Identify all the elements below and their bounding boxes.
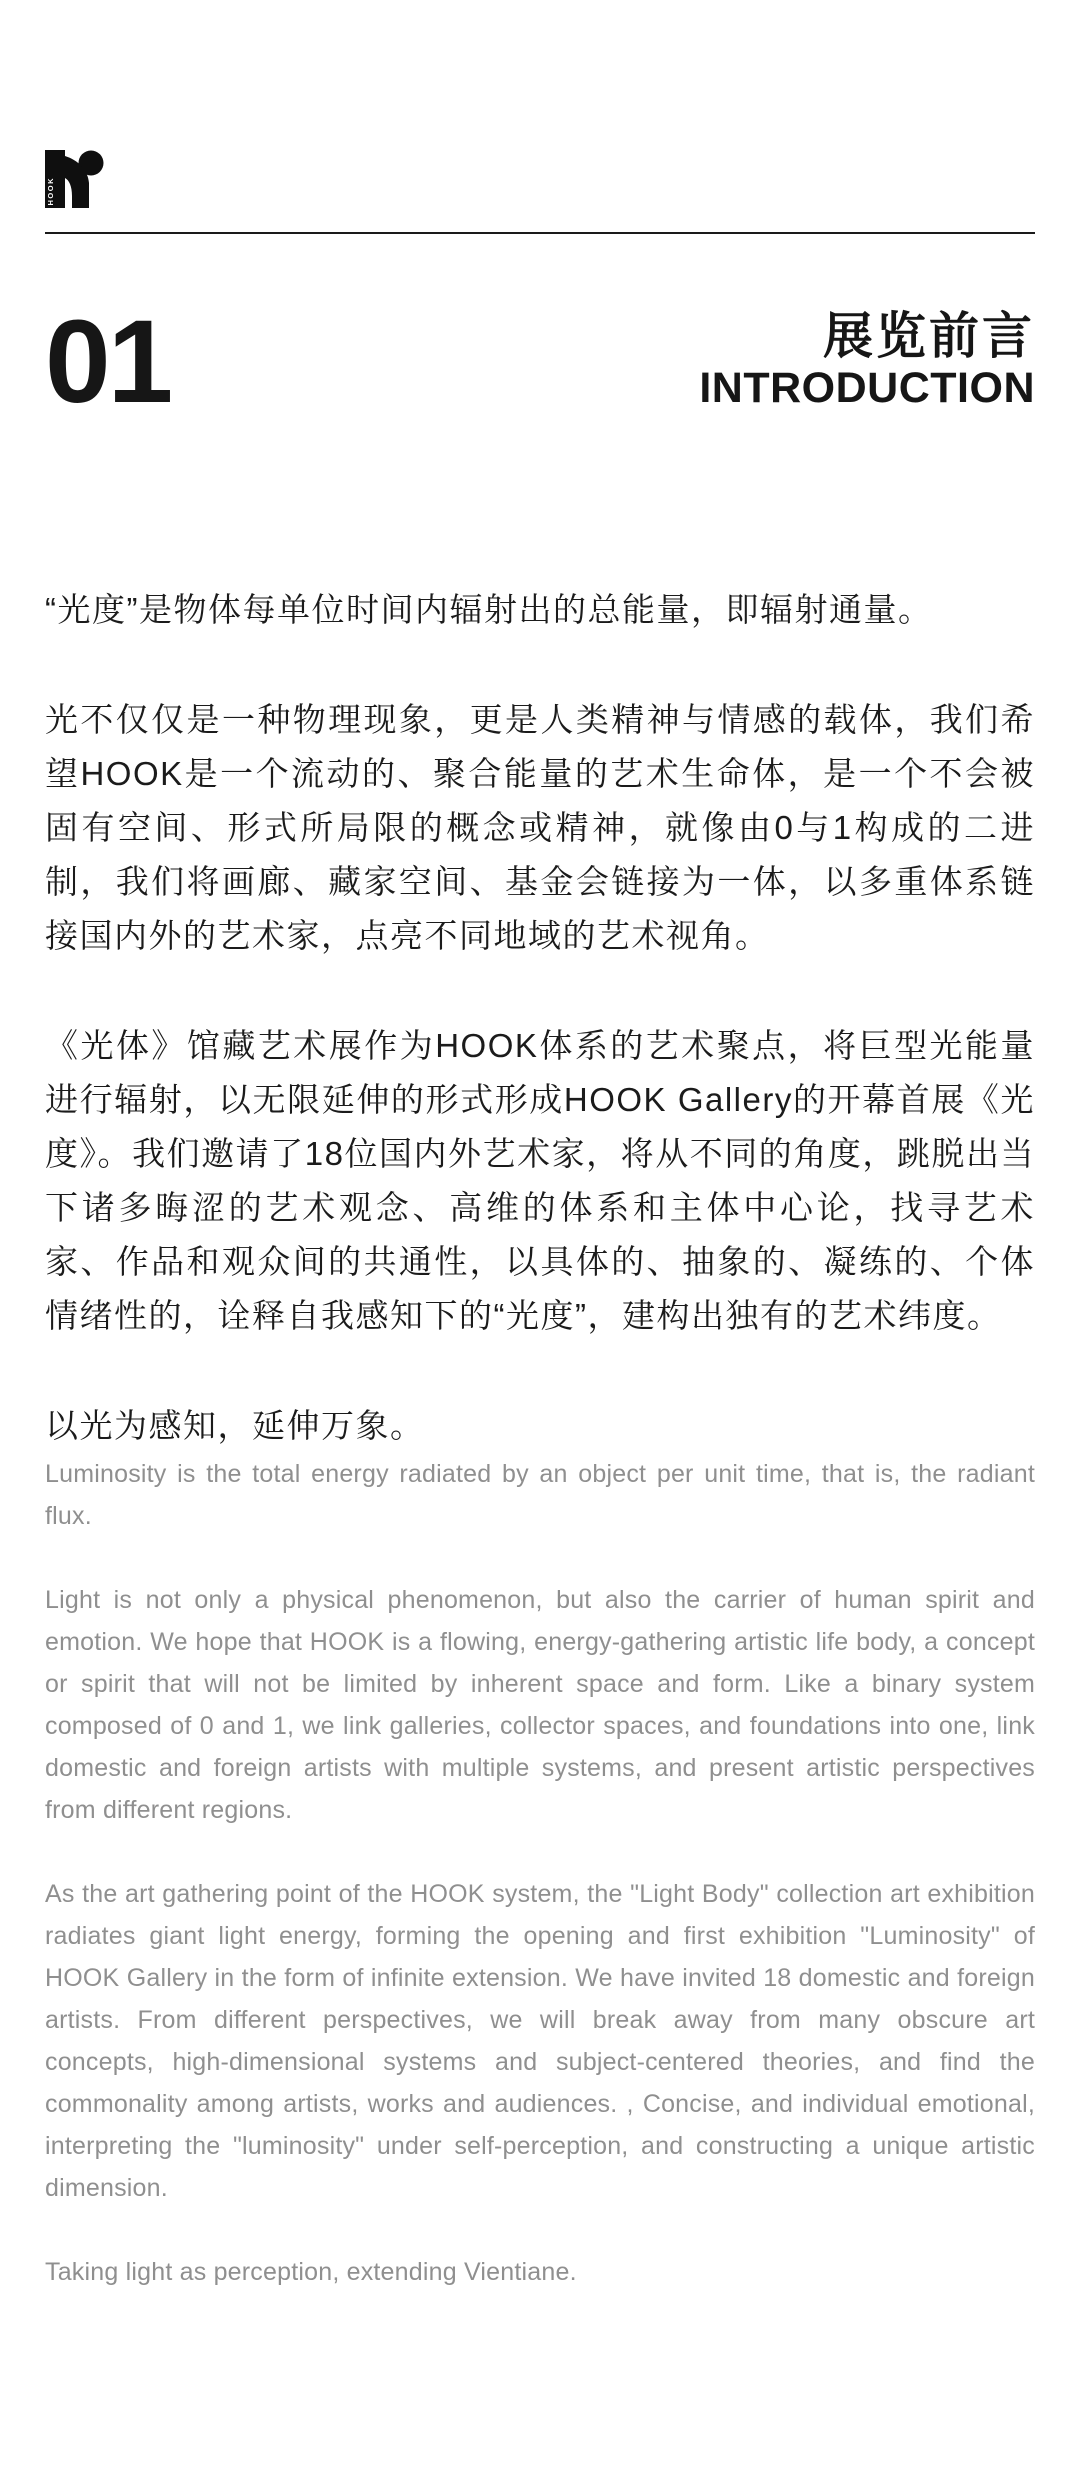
divider-line — [45, 232, 1035, 234]
article-content — [0, 150, 1080, 2293]
section-title-chinese: 展览前言 — [823, 308, 1035, 364]
section-header — [45, 296, 1035, 428]
english-text-block — [45, 1453, 1035, 2293]
section-number: 01 — [45, 296, 171, 428]
hook-logo — [45, 150, 107, 208]
paragraph-cn-closing-line: 以光为感知，延伸万象。 — [45, 1407, 425, 1445]
paragraph-cn-exhibition-description: 《光体》馆藏艺术展作为HOOK体系的艺术聚点，将巨型光能量进行辐射，以无限延伸的形式形成HOOK Gallery的开幕首展《光度》。我们邀请了18位国内外艺术家，将从不同的角度，跳脱出当下诸多晦涩的艺术观念、高维的体系和主体中心论，找寻艺术家、作品和观众间的共通性，以具体的、抽象的、凝练的、个体情绪性的，诠释自我感知下的“光度”，建构出独有的艺术纬度。 — [45, 1027, 1035, 1335]
paragraph-en-luminosity-definition: Luminosity is the total energy radiated by an object per unit time, that is, the radiant flux. — [45, 1460, 1035, 1531]
paragraph-en-closing-line: Taking light as perception, extending Vientiane. — [45, 2258, 577, 2287]
paragraph-en-exhibition-description: As the art gathering point of the HOOK system, the "Light Body" collection art exhibition radiates giant light energy, forming the opening and first exhibition "Luminosity" of HOOK Gallery in the form of infinite extension. We have invited 18 domestic and foreign artists. From different perspectives, we will break away from many obscure art concepts, high-dimensional systems and subject-centered theories, and find the commonality among artists, works and audiences. , Concise, and individual emotional, interpreting the "luminosity" under self-perception, and constructing a unique artistic dimension. — [45, 1880, 1035, 2203]
section-titles — [699, 306, 1035, 410]
paragraph-cn-luminosity-definition: “光度”是物体每单位时间内辐射出的总能量，即辐射通量。 — [45, 591, 933, 629]
chinese-text-block — [45, 583, 1035, 1453]
paragraph-en-light-as-carrier: Light is not only a physical phenomenon, but also the carrier of human spirit and emotion. We hope that HOOK is a flowing, energy-gathering artistic life body, a concept or spirit that will not be limited by inherent space and form. Like a binary system composed of 0 and 1, we link galleries, collector spaces, and foundations into one, link domestic and foreign artists with multiple systems, and present artistic perspectives from different regions. — [45, 1586, 1035, 1825]
hook-logo-vertical-text: HOOK — [46, 176, 55, 205]
paragraph-cn-light-as-carrier: 光不仅仅是一种物理现象，更是人类精神与情感的载体，我们希望HOOK是一个流动的、聚合能量的艺术生命体，是一个不会被固有空间、形式所局限的概念或精神，就像由0与1构成的二进制，我们将画廊、藏家空间、基金会链接为一体，以多重体系链接国内外的艺术家，点亮不同地域的艺术视角。 — [45, 701, 1035, 955]
section-title-english: INTRODUCTION — [699, 363, 1035, 412]
